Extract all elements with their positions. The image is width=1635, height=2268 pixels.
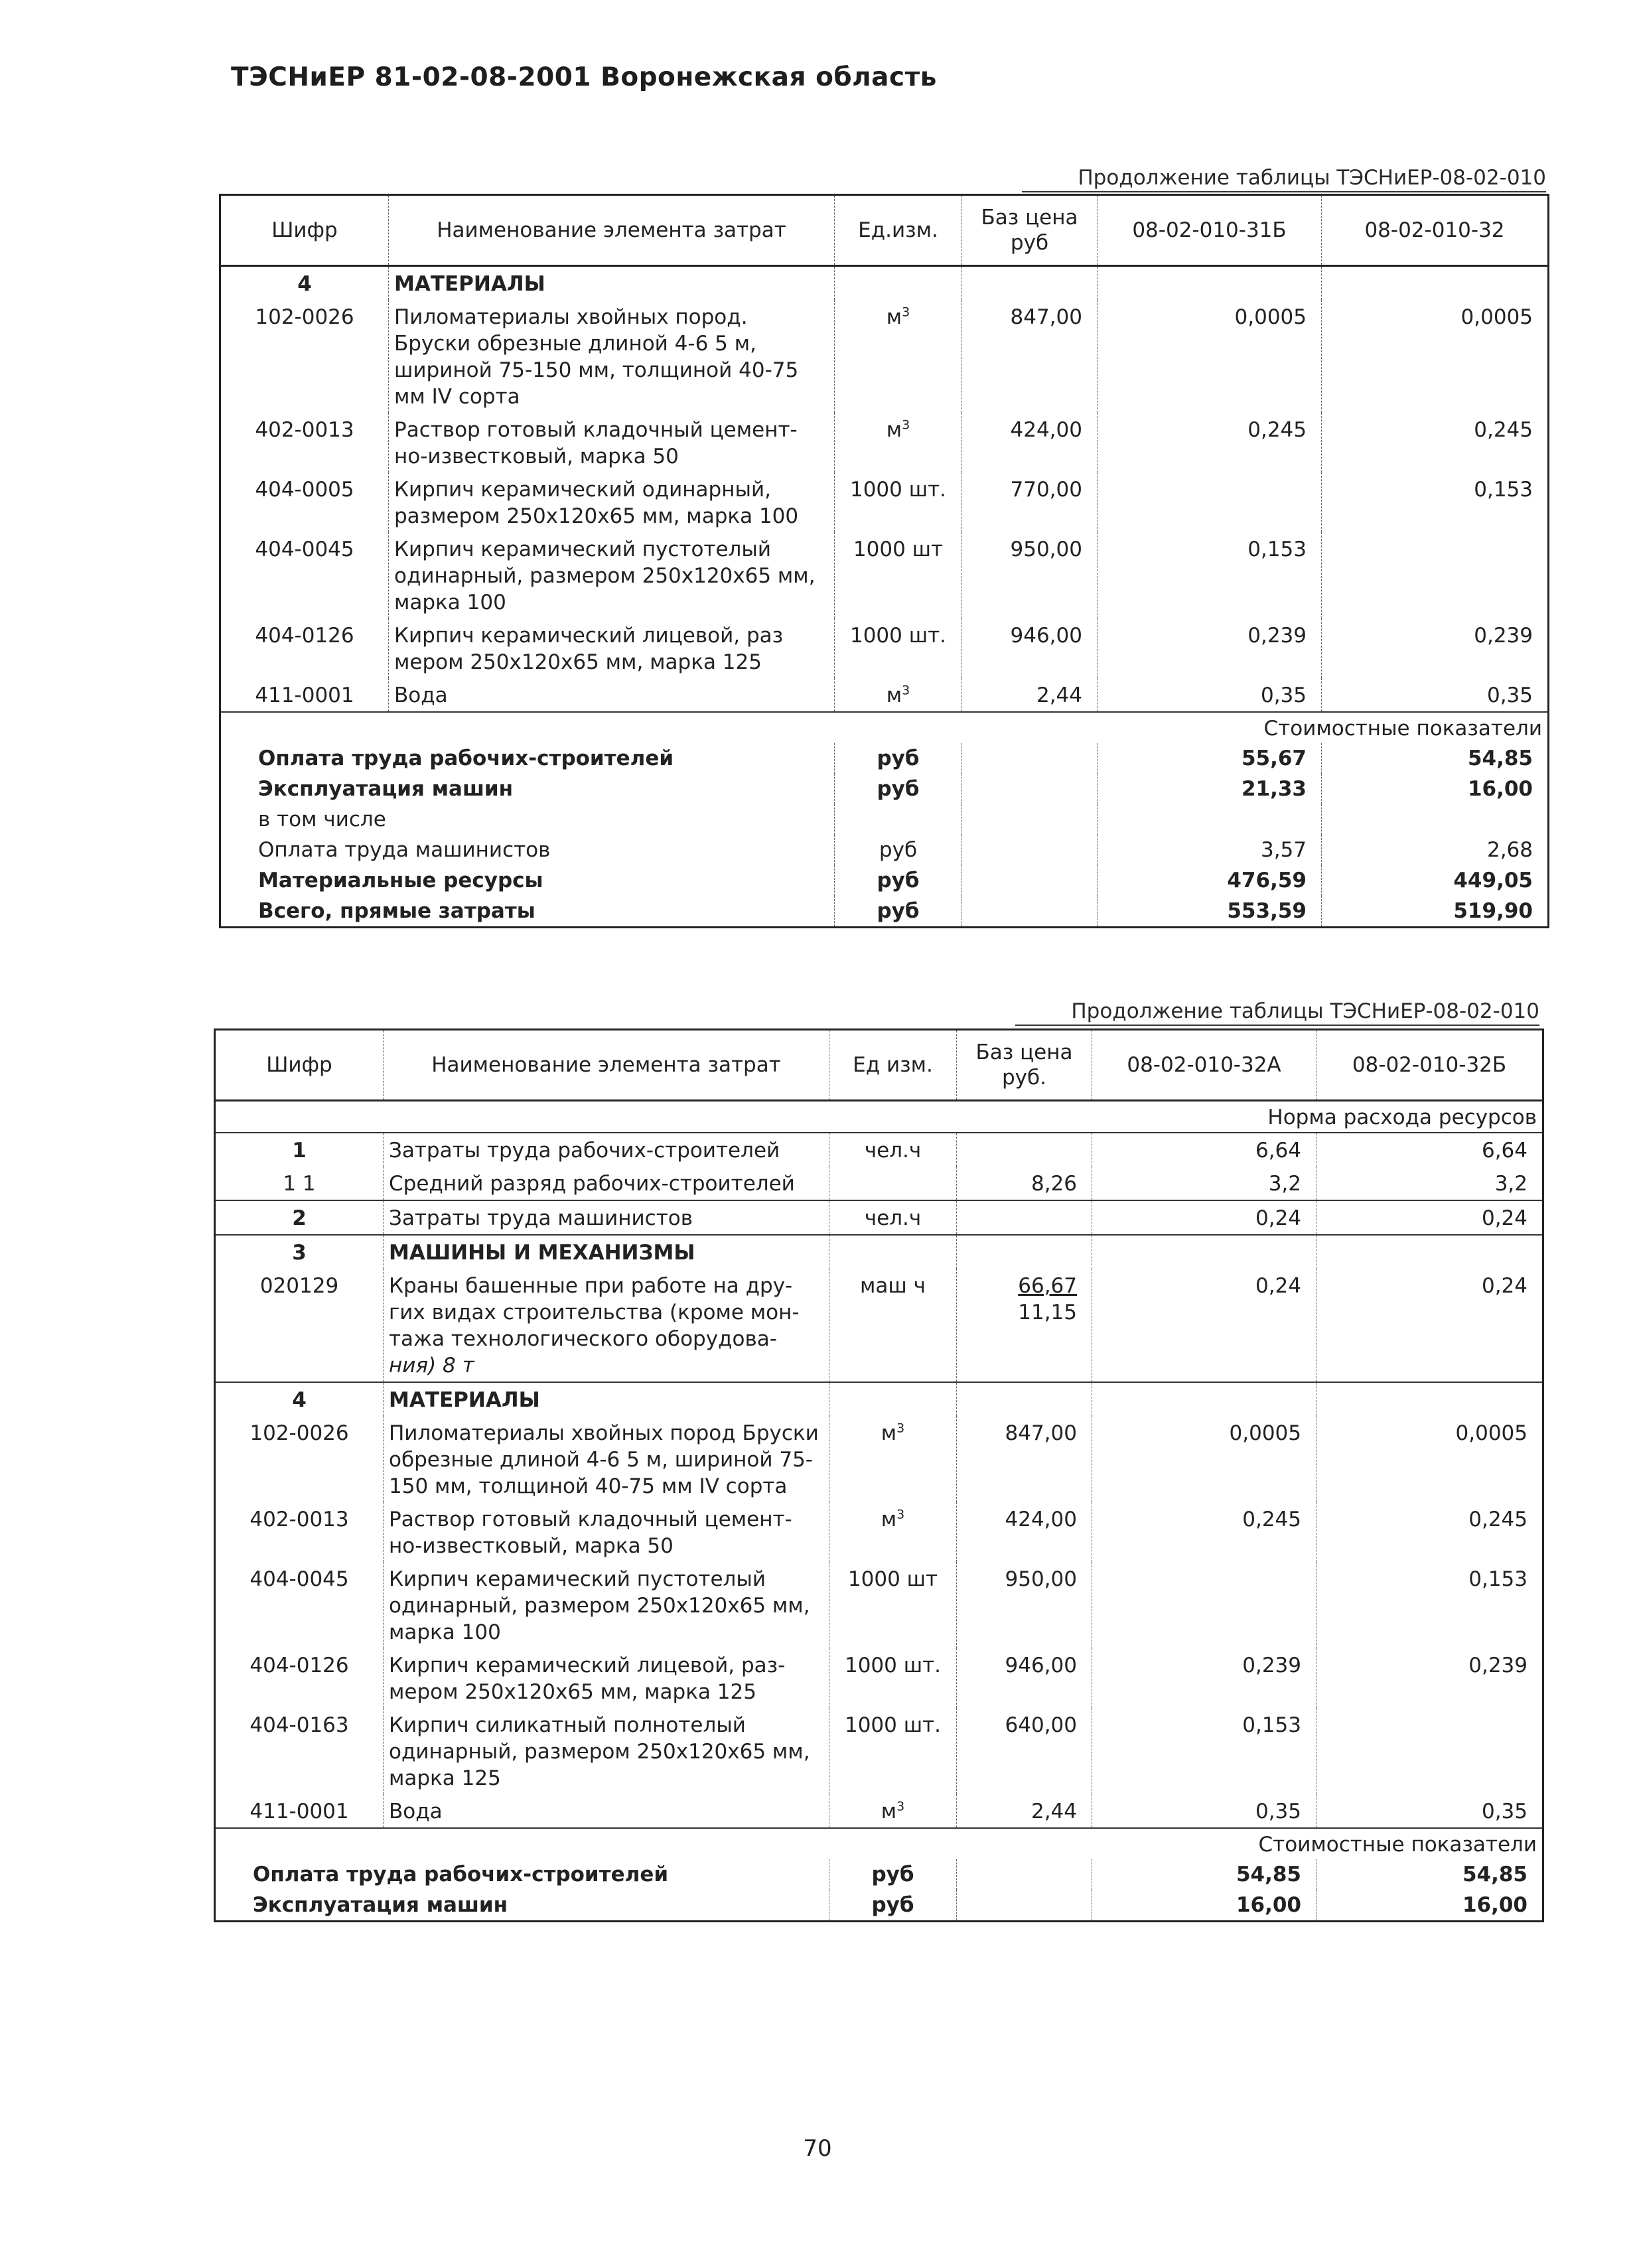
summary-value-col2: 2,68 — [1322, 835, 1549, 865]
unit-text: м — [881, 1421, 897, 1445]
base-price-value: 847,00 — [1005, 1421, 1077, 1445]
norm-value-col2: 0,0005 — [1322, 300, 1549, 413]
unit-text: 1000 шт — [847, 1567, 938, 1591]
norm-value-col1: 0,0005 — [1098, 300, 1322, 413]
base-price — [957, 1794, 1092, 1828]
resource-row — [220, 678, 1549, 712]
unit-text: м — [881, 1508, 897, 1531]
summary-value-col1: 3,57 — [1098, 835, 1322, 865]
norm-value-col2 — [1316, 1708, 1543, 1794]
norm-value-col1: 0,153 — [1092, 1708, 1316, 1794]
summary-value-col2: 449,05 — [1322, 865, 1549, 896]
empty-cell — [962, 266, 1098, 301]
norm-value-col1 — [1098, 472, 1322, 532]
base-price — [957, 1269, 1092, 1382]
summary-value-col1: 476,59 — [1098, 865, 1322, 896]
norm-value-col2: 6,64 — [1316, 1133, 1543, 1167]
column-header-col1: 08-02-010-31Б — [1098, 195, 1322, 266]
unit-exponent: 3 — [902, 417, 910, 433]
base-price — [957, 1200, 1092, 1235]
base-price-value: 2,44 — [1036, 683, 1082, 707]
summary-row — [220, 896, 1549, 928]
summary-value-col2: 519,90 — [1322, 896, 1549, 928]
unit-text: м — [886, 683, 902, 707]
empty-cell — [957, 1382, 1092, 1416]
summary-row — [220, 774, 1549, 804]
resource-code: 2 — [215, 1200, 384, 1235]
table2-caption-text: Продолжение таблицы ТЭСНиЕР-08-02-010 — [1071, 999, 1539, 1023]
empty-cell — [1092, 1382, 1316, 1416]
resource-name-text: Кирпич керамический лицевой, раз-мером 250х120х65 мм, марка 125 — [389, 1654, 786, 1704]
norm-value-col1: 0,153 — [1098, 532, 1322, 618]
empty-cell — [962, 804, 1098, 835]
unit-exponent: 3 — [896, 1799, 905, 1814]
resource-code: 404-0045 — [215, 1562, 384, 1648]
resource-name — [384, 1269, 829, 1382]
resource-name-text: Вода — [389, 1800, 443, 1823]
resource-code: 404-0126 — [220, 618, 389, 678]
resource-name — [389, 532, 835, 618]
cost-table-1 — [219, 194, 1549, 928]
norm-caption — [215, 1101, 1543, 1133]
resource-name — [384, 1502, 829, 1562]
summary-row — [220, 865, 1549, 896]
resource-unit — [835, 413, 962, 472]
norm-value-col2: 3,2 — [1316, 1167, 1543, 1200]
summary-unit — [835, 804, 962, 835]
empty-cell — [835, 266, 962, 301]
summary-label: Оплата труда машинистов — [220, 835, 835, 865]
resource-code: 402-0013 — [215, 1502, 384, 1562]
norm-value-col2: 0,245 — [1322, 413, 1549, 472]
resource-row — [215, 1794, 1543, 1828]
summary-value-col2: 16,00 — [1316, 1890, 1543, 1922]
resource-name-text: Кирпич керамический пустотелый одинарный, размером 250х120х65 мм, марка 100 — [389, 1567, 810, 1644]
resource-name-italic: ния) 8 т — [389, 1354, 474, 1378]
summary-label: Оплата труда рабочих-строителей — [220, 743, 835, 774]
norm-value-col1: 3,2 — [1092, 1167, 1316, 1200]
base-price — [957, 1133, 1092, 1167]
unit-text: м — [886, 418, 902, 442]
resource-code: 411-0001 — [215, 1794, 384, 1828]
resource-row — [215, 1167, 1543, 1200]
resource-row — [220, 532, 1549, 618]
resource-unit — [829, 1708, 957, 1794]
norm-value-col1: 0,239 — [1098, 618, 1322, 678]
resource-code: 102-0026 — [215, 1416, 384, 1502]
resource-row — [220, 300, 1549, 413]
norm-value-col2: 0,35 — [1316, 1794, 1543, 1828]
resource-row — [220, 413, 1549, 472]
summary-unit: руб — [835, 896, 962, 928]
resource-name-text: Пиломатериалы хвойных пород Бруски обрезные длиной 4-6 5 м, шириной 75-150 мм, толщиной 40-75 мм IV сорта — [389, 1421, 819, 1498]
resource-row — [215, 1200, 1543, 1235]
resource-row — [215, 1708, 1543, 1794]
section-number: 3 — [215, 1235, 384, 1269]
summary-value-col2: 54,85 — [1316, 1859, 1543, 1890]
resource-name-text: Кирпич керамический одинарный, размером 250х120х65 мм, марка 100 — [394, 478, 799, 528]
unit-text: маш ч — [860, 1274, 926, 1298]
table-header-row — [215, 1030, 1543, 1101]
column-header-price: Баз цена руб. — [957, 1030, 1092, 1101]
norm-value-col2: 0,153 — [1316, 1562, 1543, 1648]
resource-name — [389, 678, 835, 712]
column-header-code: Шифр — [220, 195, 389, 266]
summary-unit: руб — [829, 1890, 957, 1922]
summary-row — [220, 804, 1549, 835]
empty-cell — [1316, 1382, 1543, 1416]
resource-code: 1 — [215, 1133, 384, 1167]
base-price-value: 424,00 — [1005, 1508, 1077, 1531]
summary-unit: руб — [835, 774, 962, 804]
unit-text: 1000 шт. — [844, 1654, 942, 1677]
summary-label: в том числе — [220, 804, 835, 835]
base-price — [957, 1167, 1092, 1200]
base-price — [957, 1562, 1092, 1648]
summary-unit: руб — [835, 835, 962, 865]
resource-unit — [829, 1502, 957, 1562]
column-header-col2: 08-02-010-32 — [1322, 195, 1549, 266]
resource-name-text: Кирпич керамический лицевой, раз мером 250х120х65 мм, марка 125 — [394, 624, 784, 674]
base-price-value: 770,00 — [1010, 478, 1082, 502]
empty-cell — [957, 1859, 1092, 1890]
resource-name — [389, 300, 835, 413]
summary-value-col2 — [1322, 804, 1549, 835]
cost-indicators-caption-text: Стоимостные показатели — [220, 712, 1549, 743]
norm-value-col1 — [1092, 1562, 1316, 1648]
resource-code: 404-0045 — [220, 532, 389, 618]
resource-unit — [829, 1562, 957, 1648]
resource-unit — [829, 1794, 957, 1828]
resource-name — [389, 472, 835, 532]
empty-cell — [962, 865, 1098, 896]
empty-cell — [962, 743, 1098, 774]
summary-value-col1: 54,85 — [1092, 1859, 1316, 1890]
base-price — [962, 472, 1098, 532]
resource-unit — [829, 1269, 957, 1382]
norm-value-col2: 0,245 — [1316, 1502, 1543, 1562]
summary-row — [220, 835, 1549, 865]
norm-value-col2: 0,35 — [1322, 678, 1549, 712]
cost-table-2 — [214, 1028, 1544, 1922]
base-price-value: 950,00 — [1010, 537, 1082, 561]
norm-value-col1: 0,24 — [1092, 1269, 1316, 1382]
section-number: 4 — [220, 266, 389, 301]
empty-cell — [962, 896, 1098, 928]
resource-name-text: Кирпич керамический пустотелый одинарный, размером 250х120х65 мм, марка 100 — [394, 537, 816, 614]
empty-cell — [957, 1235, 1092, 1269]
unit-text: м — [881, 1800, 897, 1823]
column-header-col1: 08-02-010-32А — [1092, 1030, 1316, 1101]
empty-cell — [829, 1235, 957, 1269]
table1-caption-text: Продолжение таблицы ТЭСНиЕР-08-02-010 — [1078, 166, 1546, 190]
empty-cell — [962, 774, 1098, 804]
resource-name — [384, 1200, 829, 1235]
table1-caption — [1022, 166, 1546, 192]
base-price — [962, 300, 1098, 413]
unit-text: 1000 шт. — [849, 624, 947, 648]
resource-row — [215, 1502, 1543, 1562]
resource-name — [389, 618, 835, 678]
resource-row — [215, 1648, 1543, 1708]
resource-name — [384, 1133, 829, 1167]
norm-value-col1: 0,245 — [1092, 1502, 1316, 1562]
base-price-value: 946,00 — [1005, 1654, 1077, 1677]
base-price — [962, 413, 1098, 472]
unit-text: 1000 шт — [853, 537, 944, 561]
unit-text: чел.ч — [864, 1206, 922, 1230]
cost-indicators-caption — [215, 1828, 1543, 1859]
column-header-name: Наименование элемента затрат — [389, 195, 835, 266]
norm-value-col1: 0,245 — [1098, 413, 1322, 472]
summary-value-col1 — [1098, 804, 1322, 835]
resource-unit — [829, 1167, 957, 1200]
empty-cell — [1098, 266, 1322, 301]
summary-row — [215, 1859, 1543, 1890]
unit-text: чел.ч — [864, 1139, 922, 1163]
column-header-code: Шифр — [215, 1030, 384, 1101]
base-price — [957, 1708, 1092, 1794]
table2-caption — [1015, 999, 1539, 1026]
resource-name — [384, 1794, 829, 1828]
resource-name — [384, 1708, 829, 1794]
resource-unit — [835, 678, 962, 712]
norm-value-col2: 0,239 — [1316, 1648, 1543, 1708]
resource-unit — [829, 1200, 957, 1235]
norm-value-col1: 0,35 — [1092, 1794, 1316, 1828]
resource-name — [384, 1416, 829, 1502]
resource-name-text: Средний разряд рабочих-строителей — [389, 1172, 795, 1196]
resource-code: 404-0163 — [215, 1708, 384, 1794]
resource-name-text: Затраты труда машинистов — [389, 1206, 693, 1230]
unit-exponent: 3 — [896, 1421, 905, 1436]
norm-value-col1: 0,0005 — [1092, 1416, 1316, 1502]
resource-unit — [835, 472, 962, 532]
summary-value-col1: 16,00 — [1092, 1890, 1316, 1922]
summary-row — [220, 743, 1549, 774]
summary-label: Эксплуатация машин — [220, 774, 835, 804]
summary-label: Эксплуатация машин — [215, 1890, 829, 1922]
unit-exponent: 3 — [902, 305, 910, 320]
norm-value-col2: 0,239 — [1322, 618, 1549, 678]
empty-cell — [1322, 266, 1549, 301]
column-header-unit: Ед изм. — [829, 1030, 957, 1101]
resource-unit — [835, 532, 962, 618]
base-price-value: 847,00 — [1010, 305, 1082, 329]
base-price — [962, 618, 1098, 678]
resource-name-text: Раствор готовый кладочный цемент-но-известковый, марка 50 — [394, 418, 798, 468]
cost-indicators-caption — [220, 712, 1549, 743]
column-header-col2: 08-02-010-32Б — [1316, 1030, 1543, 1101]
summary-label: Оплата труда рабочих-строителей — [215, 1859, 829, 1890]
summary-unit: руб — [829, 1859, 957, 1890]
resource-code: 102-0026 — [220, 300, 389, 413]
resource-row — [215, 1562, 1543, 1648]
norm-value-col2: 0,153 — [1322, 472, 1549, 532]
document-title: ТЭСНиЕР 81-02-08-2001 Воронежская область — [231, 62, 937, 92]
base-price-machinist: 11,15 — [1018, 1301, 1077, 1324]
resource-row — [215, 1269, 1543, 1382]
section-title: МАТЕРИАЛЫ — [389, 266, 835, 301]
resource-unit — [829, 1648, 957, 1708]
base-price-value: 640,00 — [1005, 1713, 1077, 1737]
section-title: МАШИНЫ И МЕХАНИЗМЫ — [384, 1235, 829, 1269]
column-header-unit: Ед.изм. — [835, 195, 962, 266]
resource-code: 1 1 — [215, 1167, 384, 1200]
norm-value-col1: 0,24 — [1092, 1200, 1316, 1235]
norm-caption-text: Норма расхода ресурсов — [215, 1101, 1543, 1133]
resource-code: 404-0126 — [215, 1648, 384, 1708]
resource-code: 404-0005 — [220, 472, 389, 532]
resource-name — [384, 1167, 829, 1200]
base-price — [962, 678, 1098, 712]
column-header-price: Баз цена руб — [962, 195, 1098, 266]
resource-name — [389, 413, 835, 472]
summary-unit: руб — [835, 743, 962, 774]
page-number: 70 — [803, 2135, 832, 2162]
base-price-value: 950,00 — [1005, 1567, 1077, 1591]
resource-name — [384, 1648, 829, 1708]
summary-value-col1: 55,67 — [1098, 743, 1322, 774]
summary-value-col1: 553,59 — [1098, 896, 1322, 928]
unit-text: м — [886, 305, 902, 329]
resource-row — [220, 618, 1549, 678]
resource-name — [384, 1562, 829, 1648]
empty-cell — [962, 835, 1098, 865]
base-price — [957, 1648, 1092, 1708]
summary-unit: руб — [835, 865, 962, 896]
unit-exponent: 3 — [902, 683, 910, 698]
section-title: МАТЕРИАЛЫ — [384, 1382, 829, 1416]
summary-row — [215, 1890, 1543, 1922]
summary-value-col2: 54,85 — [1322, 743, 1549, 774]
resource-code: 411-0001 — [220, 678, 389, 712]
resource-row — [215, 1133, 1543, 1167]
resource-row — [220, 472, 1549, 532]
resource-unit — [835, 618, 962, 678]
unit-text: 1000 шт. — [849, 478, 947, 502]
summary-value-col2: 16,00 — [1322, 774, 1549, 804]
unit-exponent: 3 — [896, 1507, 905, 1522]
norm-value-col2: 0,24 — [1316, 1200, 1543, 1235]
empty-cell — [829, 1382, 957, 1416]
norm-value-col2: 0,0005 — [1316, 1416, 1543, 1502]
resource-name-text: Вода — [394, 683, 448, 707]
summary-label: Всего, прямые затраты — [220, 896, 835, 928]
resource-row — [215, 1416, 1543, 1502]
resource-unit — [829, 1416, 957, 1502]
empty-cell — [957, 1890, 1092, 1922]
resource-name-text: Кирпич силикатный полнотелый одинарный, размером 250х120х65 мм, марка 125 — [389, 1713, 810, 1790]
resource-code: 020129 — [215, 1269, 384, 1382]
norm-value-col1: 0,239 — [1092, 1648, 1316, 1708]
base-price-value: 66,67 — [1018, 1274, 1077, 1298]
norm-value-col2: 0,24 — [1316, 1269, 1543, 1382]
base-price-value: 424,00 — [1010, 418, 1082, 442]
machines-section-row — [215, 1235, 1543, 1269]
section-number: 4 — [215, 1382, 384, 1416]
summary-value-col1: 21,33 — [1098, 774, 1322, 804]
table-header-row — [220, 195, 1549, 266]
resource-code: 402-0013 — [220, 413, 389, 472]
base-price — [957, 1502, 1092, 1562]
base-price-value: 946,00 — [1010, 624, 1082, 648]
column-header-name: Наименование элемента затрат — [384, 1030, 829, 1101]
summary-label: Материальные ресурсы — [220, 865, 835, 896]
resource-unit — [835, 300, 962, 413]
resource-name-text: Затраты труда рабочих-строителей — [389, 1139, 780, 1163]
empty-cell — [1092, 1235, 1316, 1269]
base-price — [962, 532, 1098, 618]
norm-value-col1: 6,64 — [1092, 1133, 1316, 1167]
base-price-value: 8,26 — [1031, 1172, 1077, 1196]
unit-text: 1000 шт. — [844, 1713, 942, 1737]
norm-value-col2 — [1322, 532, 1549, 618]
cost-indicators-caption-text: Стоимостные показатели — [215, 1828, 1543, 1859]
materials-section-row — [220, 266, 1549, 301]
resource-unit — [829, 1133, 957, 1167]
empty-cell — [1316, 1235, 1543, 1269]
resource-name-text: Пиломатериалы хвойных пород. Бруски обрезные длиной 4-6 5 м, шириной 75-150 мм, толщиной 40-75 мм IV сорта — [394, 305, 799, 409]
base-price — [957, 1416, 1092, 1502]
resource-name-text: Краны башенные при работе на дру-гих видах строительства (кроме мон-тажа технологического оборудова- — [389, 1274, 800, 1351]
norm-value-col1: 0,35 — [1098, 678, 1322, 712]
base-price-value: 2,44 — [1031, 1800, 1077, 1823]
materials-section-row — [215, 1382, 1543, 1416]
resource-name-text: Раствор готовый кладочный цемент-но-известковый, марка 50 — [389, 1508, 792, 1558]
